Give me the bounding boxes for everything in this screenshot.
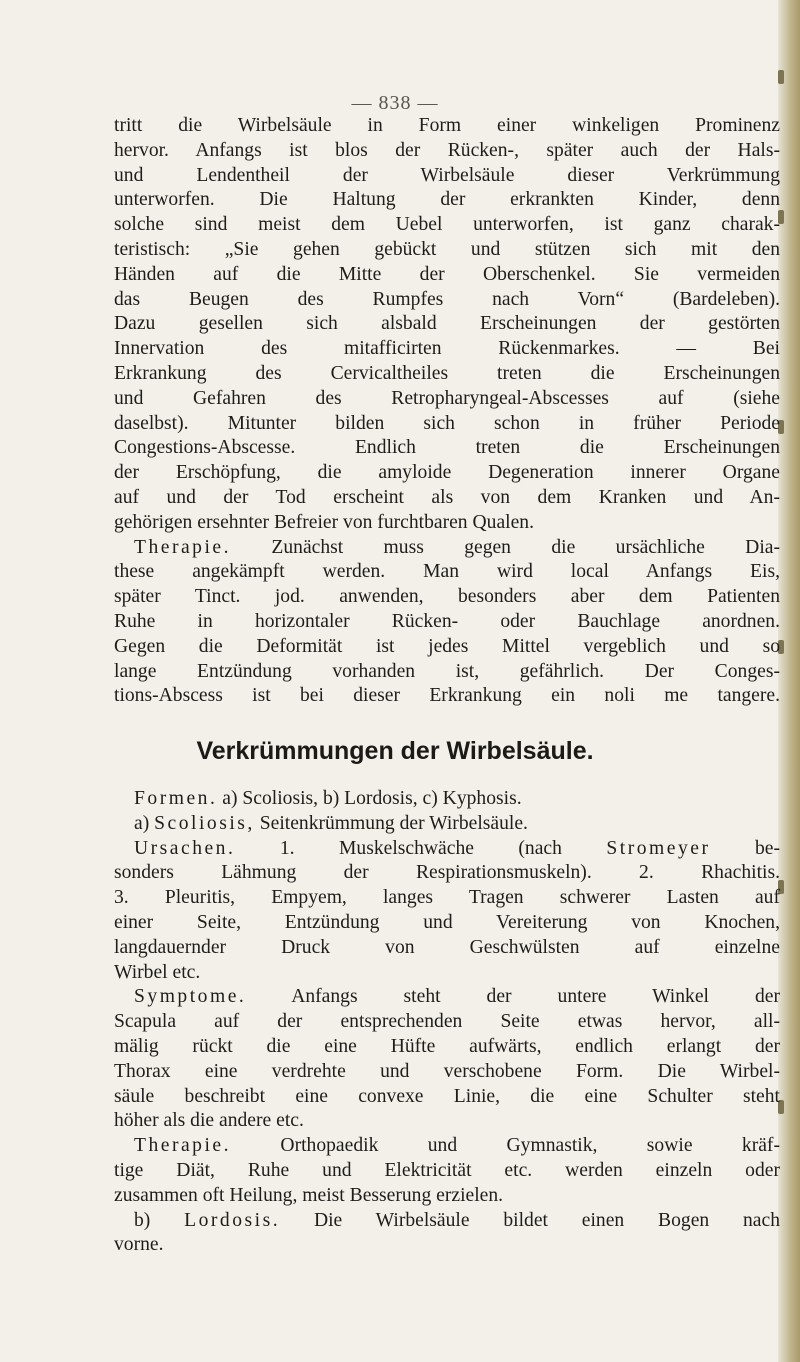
- text-line: zusammen oft Heilung, meist Besserung erzielen.: [114, 1184, 504, 1206]
- therapie-text: Orthopaedik und Gymnastik, sowie kräf-: [280, 1135, 780, 1157]
- text-line: einer Seite, Entzündung und Vereiterung von Knochen,: [114, 911, 780, 933]
- text-line: sonders Lähmung der Respirationsmuskeln). 2. Rhachitis.: [114, 862, 780, 884]
- text-line: daselbst). Mitunter bilden sich schon in früher Periode: [114, 412, 780, 434]
- text-line: säule beschreibt eine convexe Linie, die eine Schulter steht: [114, 1085, 780, 1107]
- text-line: und Gefahren des Retropharyngeal-Abscesses auf (siehe: [114, 387, 780, 409]
- therapie-label: Therapie.: [134, 1135, 232, 1157]
- text-line: Händen auf die Mitte der Oberschenkel. Sie vermeiden: [114, 263, 780, 285]
- lordosis-prefix: b): [134, 1209, 151, 1231]
- text-line: [114, 985, 780, 1010]
- text-line: vorne.: [114, 1234, 164, 1256]
- text-line: langdauernder Druck von Geschwülsten auf einzelne: [114, 936, 780, 958]
- lordosis-text: Die Wirbelsäule bildet einen Bogen nach: [313, 1209, 780, 1231]
- section-spinal-prominence: [114, 114, 780, 709]
- text-line: später Tinct. jod. anwenden, besonders aber dem Patienten: [114, 586, 780, 608]
- text-line: hervor. Anfangs ist blos der Rücken-, später auch der Hals-: [114, 139, 780, 161]
- formen-text: a) Scoliosis, b) Lordosis, c) Kyphosis.: [222, 788, 522, 809]
- paragraph-scoliosis: [114, 812, 780, 837]
- binding-mark: [778, 70, 784, 84]
- scoliosis-text: Seitenkrümmung der Wirbelsäule.: [259, 812, 528, 834]
- scoliosis-label: Scoliosis,: [154, 812, 255, 834]
- text-line: Thorax eine verdrehte und verschobene Form. Die Wirbel-: [114, 1060, 780, 1082]
- ursachen-label: Ursachen.: [134, 837, 236, 859]
- text-line: höher als die andere etc.: [114, 1110, 304, 1132]
- page-binding-edge: [778, 0, 800, 1362]
- text-line: auf und der Tod erscheint als von dem Kranken und An-: [114, 486, 780, 508]
- text-line: und Lendentheil der Wirbelsäule dieser Verkrümmung: [114, 164, 780, 186]
- text-line: Congestions-Abscesse. Endlich treten die Erscheinungen: [114, 437, 780, 459]
- text-line: these angekämpft werden. Man wird local Anfangs Eis,: [114, 561, 780, 583]
- ursachen-text: 1. Muskelschwäche (nach: [279, 837, 562, 859]
- text-line: [114, 1134, 780, 1159]
- text-line: [114, 837, 780, 862]
- lordosis-label: Lordosis.: [184, 1209, 281, 1231]
- paragraph-therapie-scoliosis: [114, 1134, 780, 1208]
- paragraph-symptoms: [114, 114, 780, 536]
- symptome-text: Anfangs steht der untere Winkel der: [291, 986, 780, 1008]
- text-line: [114, 1209, 780, 1234]
- text-line: der Erschöpfung, die amyloide Degeneration innerer Organe: [114, 462, 780, 484]
- text-line: solche sind meist dem Uebel unterworfen, ist ganz charak-: [114, 214, 780, 236]
- text-line: Gegen die Deformität ist jedes Mittel vergeblich und so: [114, 635, 780, 657]
- text-line: [114, 536, 780, 561]
- text-line: Scapula auf der entsprechenden Seite etwas hervor, all-: [114, 1011, 780, 1033]
- paragraph-formen: [114, 787, 780, 812]
- text-line: Ruhe in horizontaler Rücken- oder Bauchlage anordnen.: [114, 610, 780, 632]
- text-line: Erkrankung des Cervicaltheiles treten die Erscheinungen: [114, 362, 780, 384]
- section-spinal-curvature: [114, 787, 780, 1258]
- text-line: lange Entzündung vorhanden ist, gefährlich. Der Conges-: [114, 660, 780, 682]
- text-line: mälig rückt die eine Hüfte aufwärts, endlich erlangt der: [114, 1035, 780, 1057]
- text-line: Innervation des mitafficirten Rückenmarkes. — Bei: [114, 338, 780, 360]
- paragraph-therapie: [114, 536, 780, 710]
- text-line: tions-Abscess ist bei dieser Erkrankung ein noli me tangere.: [114, 685, 780, 707]
- text-line: das Beugen des Rumpfes nach Vorn“ (Bardeleben).: [114, 288, 780, 310]
- paragraph-ursachen: [114, 837, 780, 986]
- ursachen-text-end: be-: [754, 837, 781, 859]
- section-heading: Verkrümmungen der Wirbelsäule.: [196, 737, 594, 765]
- text-line: gehörigen ersehnter Befreier von furchtbaren Qualen.: [114, 511, 534, 533]
- scoliosis-prefix: a): [134, 812, 150, 834]
- paragraph-symptome: [114, 985, 780, 1134]
- formen-label: Formen.: [134, 788, 218, 809]
- therapie-text: Zunächst muss gegen die ursächliche Dia-: [271, 536, 780, 558]
- symptome-label: Symptome.: [134, 986, 247, 1008]
- text-line: Dazu gesellen sich alsbald Erscheinungen der gestörten: [114, 313, 780, 335]
- page-number: — 838 —: [351, 92, 439, 114]
- text-line: [114, 812, 780, 837]
- text-line: 3. Pleuritis, Empyem, langes Tragen schwerer Lasten auf: [114, 887, 780, 909]
- text-line: tritt die Wirbelsäule in Form einer winkeligen Prominenz: [114, 115, 780, 136]
- therapie-label: Therapie.: [134, 536, 232, 558]
- paragraph-lordosis: [114, 1209, 780, 1259]
- author-name: Stromeyer: [606, 837, 711, 859]
- text-line: [114, 787, 780, 812]
- text-line: unterworfen. Die Haltung der erkrankten Kinder, denn: [114, 189, 780, 211]
- text-line: Wirbel etc.: [114, 961, 201, 983]
- text-line: tige Diät, Ruhe und Elektricität etc. werden einzeln oder: [114, 1159, 780, 1181]
- text-line: teristisch: „Sie gehen gebückt und stützen sich mit den: [114, 238, 780, 260]
